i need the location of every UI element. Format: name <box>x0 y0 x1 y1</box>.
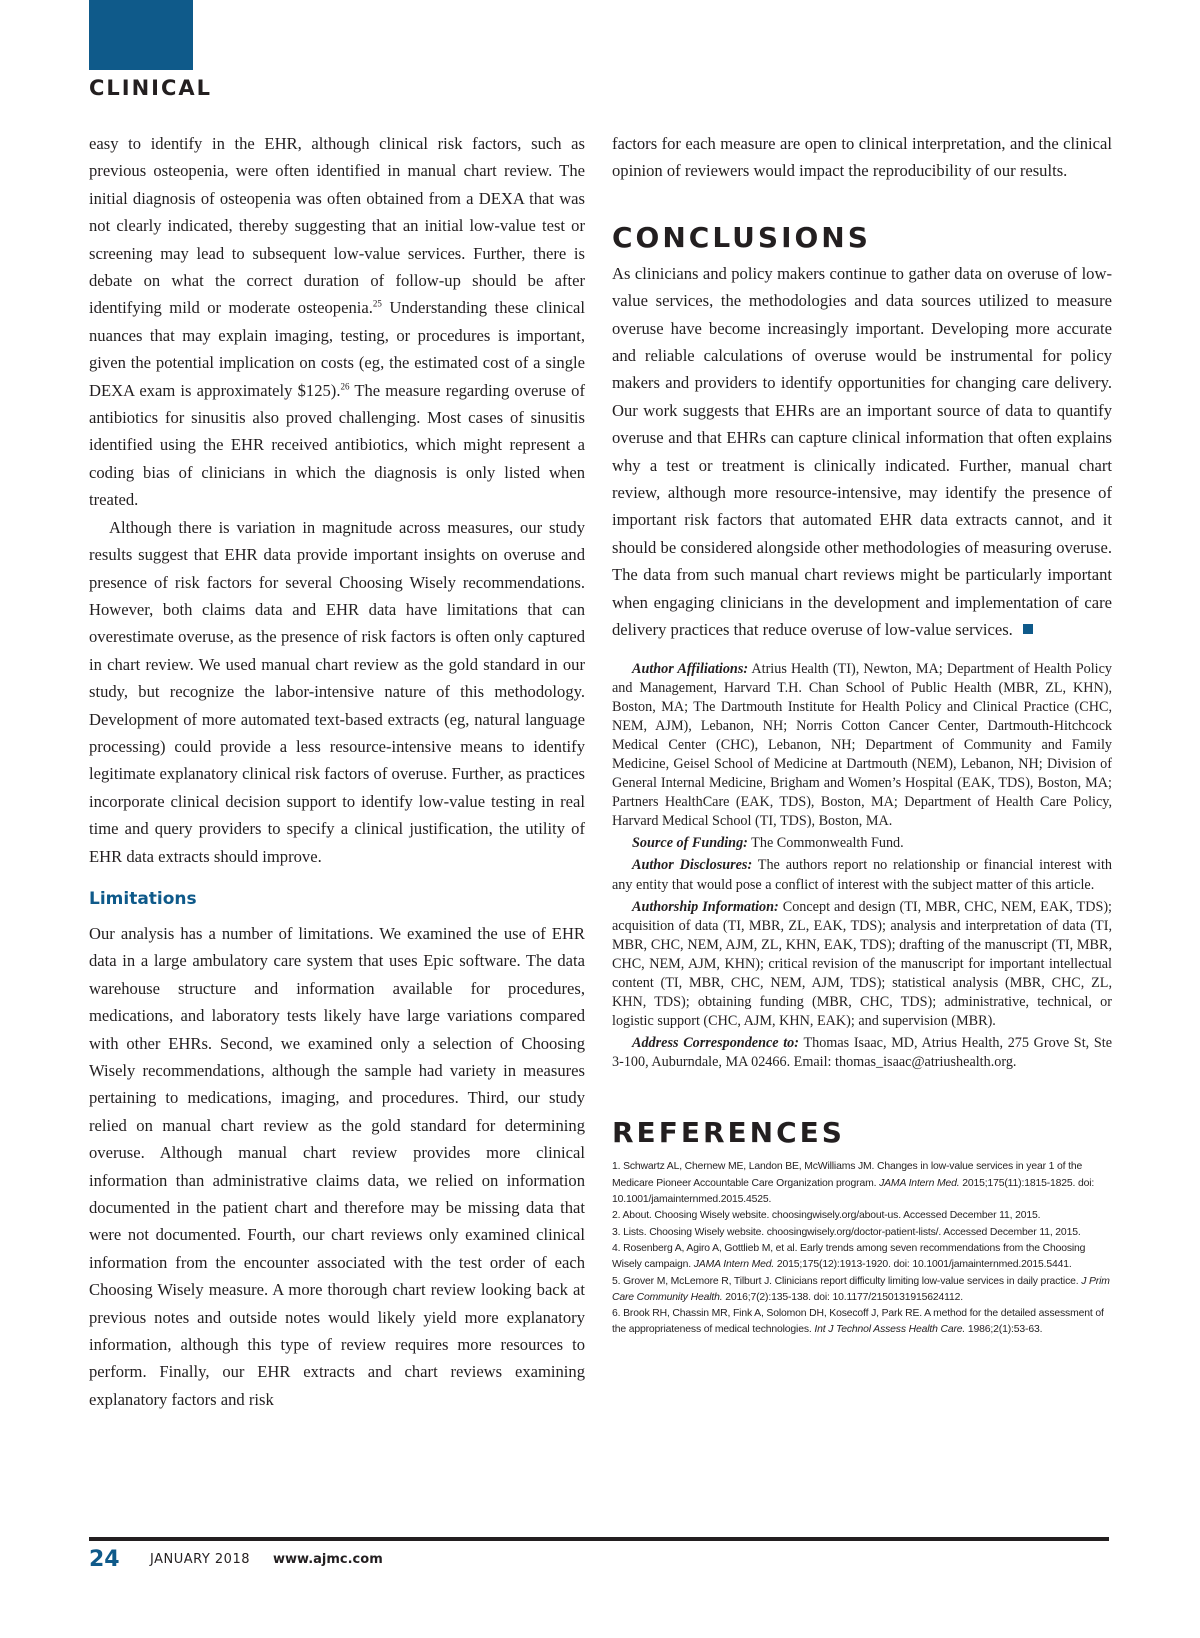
reference-text: 4. Rosenberg A, Agiro A, Gottlieb M, et al. Early trends among seven recommendations from the Choosing Wisely campaign. <box>612 1242 1086 1271</box>
reference-item <box>612 1208 1112 1224</box>
reference-text: 3. Lists. Choosing Wisely website. choosingwisely.org/doctor-patient-lists/. Accessed December 11, 2015. <box>612 1226 1081 1238</box>
section-label: CLINICAL <box>89 76 213 100</box>
body-paragraph-continued: factors for each measure are open to clinical interpretation, and the clinical opinion of reviewers would impact the reproducibility of our results. <box>612 134 1112 181</box>
reference-text: 6. Brook RH, Chassin MR, Fink A, Solomon DH, Kosecoff J, Park RE. A method for the detailed assessment of the appropriateness of medical technologies. <box>612 1308 1104 1336</box>
funding-label: Source of Funding: <box>632 835 748 852</box>
body-paragraph-2: Although there is variation in magnitude across measures, our study results suggest that EHR data provide important insights on overuse and presence of risk factors for several Choosing Wisely recommendations. However, both claims data and EHR data have limitations that can overestimate overuse, as the presence of risk factors is often only captured in chart review. We used manual chart review as the gold standard in our study, but recognize the labor-intensive nature of this methodology. Development of more automated text-based extracts (eg, natural language processing) could provide a less resource-intensive means to identify legitimate explanatory clinical risk factors of overuse. Further, as practices incorporate clinical decision support to identify low-value testing in real time and query providers to specify a clinical justification, the utility of EHR data extracts should improve. <box>89 517 585 866</box>
paragraph-text: Understanding these clinical nuances that may explain imaging, testing, or procedures is important, given the potential implication on costs (eg, the estimated cost of a single DEXA exam is approximately $125). <box>89 298 586 400</box>
disclosures-text: The authors report no relationship or financial interest with any entity that would pose a conflict of interest with the subject matter of this article. <box>612 857 1112 893</box>
limitations-heading: Limitations <box>89 888 197 909</box>
reference-text: 1986;2(1):53-63. <box>965 1324 1043 1336</box>
section-color-tab <box>89 0 193 70</box>
correspondence-label: Address Correspondence to: <box>632 1035 800 1052</box>
reference-item <box>612 1159 1112 1208</box>
reference-text: 2015;175(11):1815-1825. doi: 10.1001/jamainternmed.2015.4525. <box>612 1177 1095 1206</box>
journal-url[interactable]: www.ajmc.com <box>273 1552 383 1567</box>
references-heading: REFERENCES <box>612 1116 845 1150</box>
reference-item <box>612 1241 1112 1274</box>
reference-journal: Int J Technol Assess Health Care. <box>814 1324 966 1336</box>
conclusions-text: As clinicians and policy makers continue to gather data on overuse of low-value services, the methodologies and data sources utilized to measure overuse have become increasingly important. Developing more accurate and reliable calculations of overuse would be instrumental for policy makers and providers to identify opportunities for changing care delivery. Our work suggests that EHRs are an important source of data to quantify overuse and that EHRs can capture clinical information that often explains why a test or treatment is clinically indicated. Further, manual chart review, although more resource-intensive, may identify the presence of important risk factors that automated EHR data extracts cannot, and it should be considered alongside other methodologies of measuring overuse. The data from such manual chart reviews might be particularly important when engaging clinicians in the development and implementation of care delivery practices that reduce overuse of low-value services. <box>612 263 1112 640</box>
reference-item <box>612 1225 1112 1241</box>
reference-journal: J Prim Care Community Health. <box>612 1275 1110 1303</box>
reference-journal: JAMA Intern Med. <box>693 1259 775 1271</box>
reference-journal: JAMA Intern Med. <box>879 1177 960 1189</box>
author-affiliations <box>612 660 1112 832</box>
end-of-article-mark <box>1023 624 1033 634</box>
conclusions-paragraph <box>612 260 1112 644</box>
reference-text: 2. About. Choosing Wisely website. choosingwisely.org/about-us. Accessed December 11, 2015. <box>612 1210 1041 1222</box>
address-correspondence <box>612 1034 1112 1072</box>
left-column <box>89 130 585 1413</box>
authorship-label: Authorship Information: <box>632 898 779 915</box>
reference-text: 1. Schwartz AL, Chernew ME, Landon BE, McWilliams JM. Changes in low-value services in year 1 of the Medicare Pioneer Accountable Care Organization program. <box>612 1161 1083 1189</box>
paragraph-text: The measure regarding overuse of antibiotics for sinusitis also proved challenging. Most cases of sinusitis identified using the EHR received antibiotics, which might represent a coding bias of clinicians in which the diagnosis is only listed when treated. <box>89 380 585 510</box>
reference-text: 2015;175(12):1913-1920. doi: 10.1001/jamainternmed.2015.5441. <box>774 1259 1072 1271</box>
footer-rule <box>89 1537 1109 1541</box>
affiliations-text: Atrius Health (TI), Newton, MA; Department of Health Policy and Management, Harvard T.H. Chan School of Public Health (MBR, ZL, KHN), Boston, MA; The Dartmouth Institute for Health Policy and Clinical Practice (CHC, NEM, AJM), Lebanon, NH; Norris Cotton Cancer Center, Dartmouth-Hitchcock Medical Center (CHC), Lebanon, NH; Department of Community and Family Medicine, Geisel School of Medicine at Dartmouth (NEM), Lebanon, NH; Division of General Internal Medicine, Brigham and Women’s Hospital (EAK, TDS), Boston, MA; Partners HealthCare (EAK, TDS), Boston, MA; Department of Health Care Policy, Harvard Medical School (TI, TDS), Boston, MA. <box>612 660 1112 830</box>
authorship-text: Concept and design (TI, MBR, CHC, NEM, EAK, TDS); acquisition of data (TI, MBR, ZL, EAK, TDS); analysis and interpretation of data (TI, MBR, CHC, NEM, AJM, ZL, KHN, EAK, TDS); drafting of the manuscript (TI, MBR, CHC, NEM, AJM, KHN); critical revision of the manuscript for important intellectual content (TI, MBR, CHC, NEM, AJM, TDS); statistical analysis (MBR, CHC, ZL, KHN, TDS); obtaining funding (MBR, CHC, TDS); administrative, technical, or logistic support (CHC, AJM, KHN, EAK); and supervision (MBR). <box>612 898 1112 1030</box>
citation-25: 25 <box>372 298 382 309</box>
source-of-funding <box>612 834 1112 853</box>
body-paragraph-1 <box>89 130 585 514</box>
issue-date: JANUARY 2018 <box>150 1552 250 1567</box>
limitations-paragraph: Our analysis has a number of limitations. We examined the use of EHR data in a large ambulatory care system that uses Epic software. The data warehouse structure and information available for procedures, medications, and laboratory tests likely have large variations compared with other EHRs. Second, we examined only a selection of Choosing Wisely recommendations, although the sample had variety in measures pertaining to medications, imaging, and procedures. Third, our study relied on manual chart review as the gold standard for determining overuse. Although manual chart review provides more clinical information than administrative claims data, we relied on information documented in the patient chart and therefore may be missing data that were not documented. Fourth, our chart reviews only examined clinical information from the encounter associated with the test order of each Choosing Wisely measure. A more thorough chart review looking back at previous notes and outside notes would likely yield more explanatory information, although this type of review requires more resources to perform. Finally, our EHR extracts and chart reviews examining explanatory factors and risk <box>89 923 585 1409</box>
affiliations-label: Author Affiliations: <box>632 660 749 677</box>
funding-text: The Commonwealth Fund. <box>747 835 904 852</box>
paragraph-text: easy to identify in the EHR, although clinical risk factors, such as previous osteopenia, were often identified in manual chart review. The initial diagnosis of osteopenia was often obtained from a DEXA that was not clearly indicated, thereby suggesting that an initial low-value test or screening may lead to subsequent low-value services. Further, there is debate on what the correct duration of follow-up should be after identifying mild or moderate osteopenia. <box>89 134 585 318</box>
reference-text: 5. Grover M, McLemore R, Tilburt J. Clinicians report difficulty limiting low-value services in daily practice. <box>612 1275 1082 1287</box>
conclusions-heading: CONCLUSIONS <box>612 220 871 254</box>
page-number: 24 <box>89 1547 120 1572</box>
references-list <box>612 1159 1112 1338</box>
disclosures-label: Author Disclosures: <box>632 857 753 874</box>
right-column <box>612 130 1112 1339</box>
reference-text: 2016;7(2):135-138. doi: 10.1177/2150131915624112. <box>722 1291 964 1303</box>
author-disclosures <box>612 856 1112 894</box>
authorship-information <box>612 898 1112 1032</box>
correspondence-text: Thomas Isaac, MD, Atrius Health, 275 Grove St, Ste 3-100, Auburndale, MA 02466. Email: thomas_isaac@atriushealth.org. <box>612 1035 1112 1071</box>
reference-item <box>612 1306 1112 1339</box>
reference-item <box>612 1274 1112 1307</box>
citation-26: 26 <box>340 381 350 392</box>
